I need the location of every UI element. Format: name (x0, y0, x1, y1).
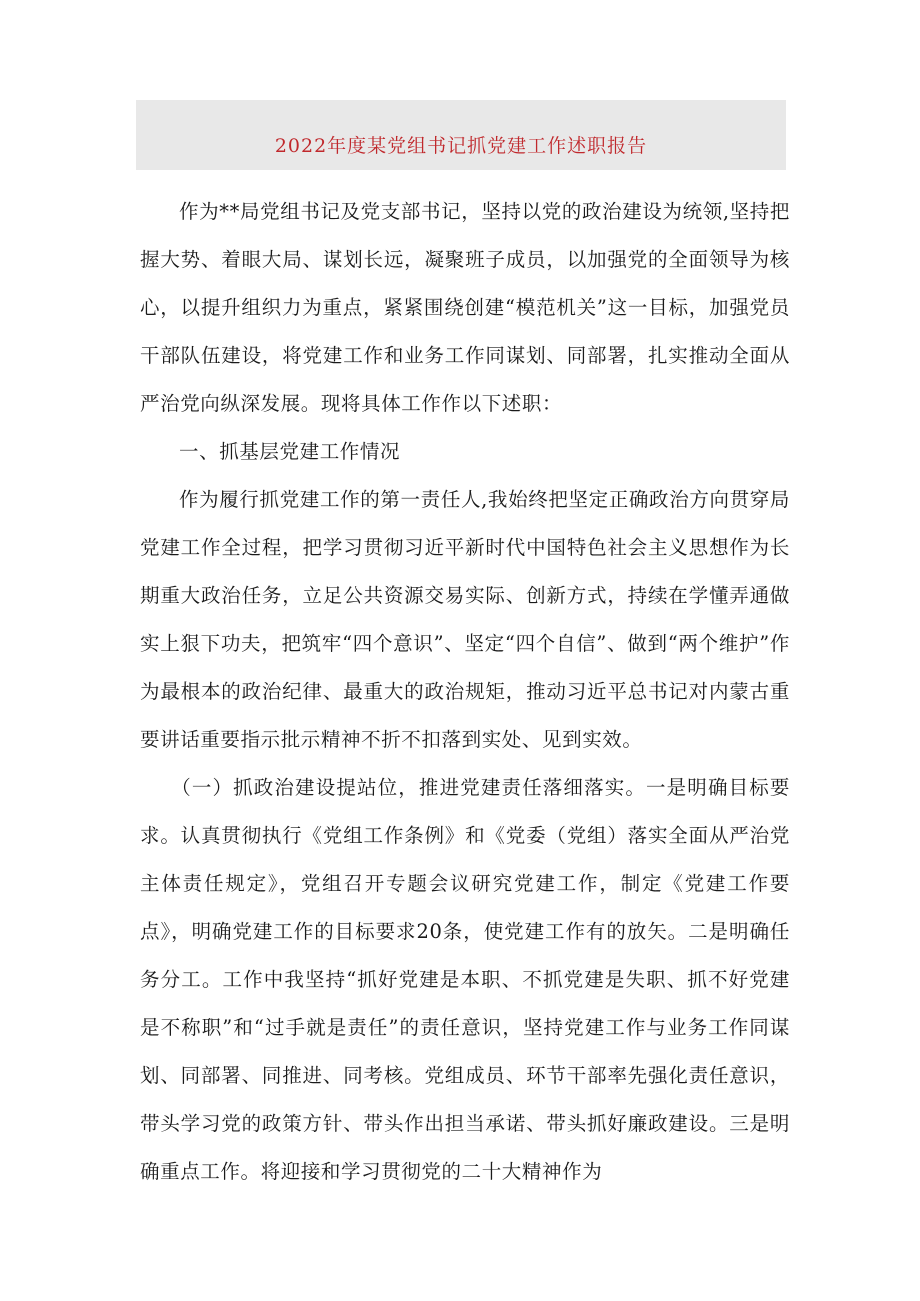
paragraph-intro: 作为**局党组书记及党支部书记，坚持以党的政治建设为统领,坚持把握大势、着眼大局、谋划长远，凝聚班子成员，以加强党的全面领导为核心，以提升组织力为重点，紧紧围绕创建“模范机关”这一目标，加强党员干部队伍建设，将党建工作和业务工作同谋划、同部署，扎实推动全面从严治党向纵深发展。现将具体工作作以下述职： (140, 200, 790, 415)
paragraph-subsection-1: （一）抓政治建设提站位，推进党建责任落细落实。一是明确目标要求。认真贯彻执行《党组工作条例》和《党委（党组）落实全面从严治党主体责任规定》，党组召开专题会议研究党建工作，制定《党建工作要点》，明确党建工作的目标要求20条，使党建工作有的放矢。二是明确任务分工。工作中我坚持“抓好党建是本职、不抓党建是失职、抓不好党建是不称职”和“过手就是责任”的责任意识，坚持党建工作与业务工作同谋划、同部署、同推进、同考核。党组成员、环节干部率先强化责任意识，带头学习党的政策方针、带头作出担当承诺、带头抓好廉政建设。三是明确重点工作。将迎接和学习贯彻党的二十大精神作为 (140, 776, 790, 1183)
section-heading-1: 一、抓基层党建工作情况 (179, 440, 401, 463)
document-title: 2022年度某党组书记抓党建工作述职报告 (274, 134, 648, 157)
document-body (140, 188, 790, 1196)
title-banner (136, 100, 786, 170)
paragraph-section-1: 作为履行抓党建工作的第一责任人,我始终把坚定正确政治方向贯穿局党建工作全过程，把学习贯彻习近平新时代中国特色社会主义思想作为长期重大政治任务，立足公共资源交易实际、创新方式，持续在学懂弄通做实上狠下功夫，把筑牢“四个意识”、坚定“四个自信”、做到“两个维护”作为最根本的政治纪律、最重大的政治规矩，推动习近平总书记对内蒙古重要讲话重要指示批示精神不折不扣落到实处、见到实效。 (140, 488, 790, 751)
